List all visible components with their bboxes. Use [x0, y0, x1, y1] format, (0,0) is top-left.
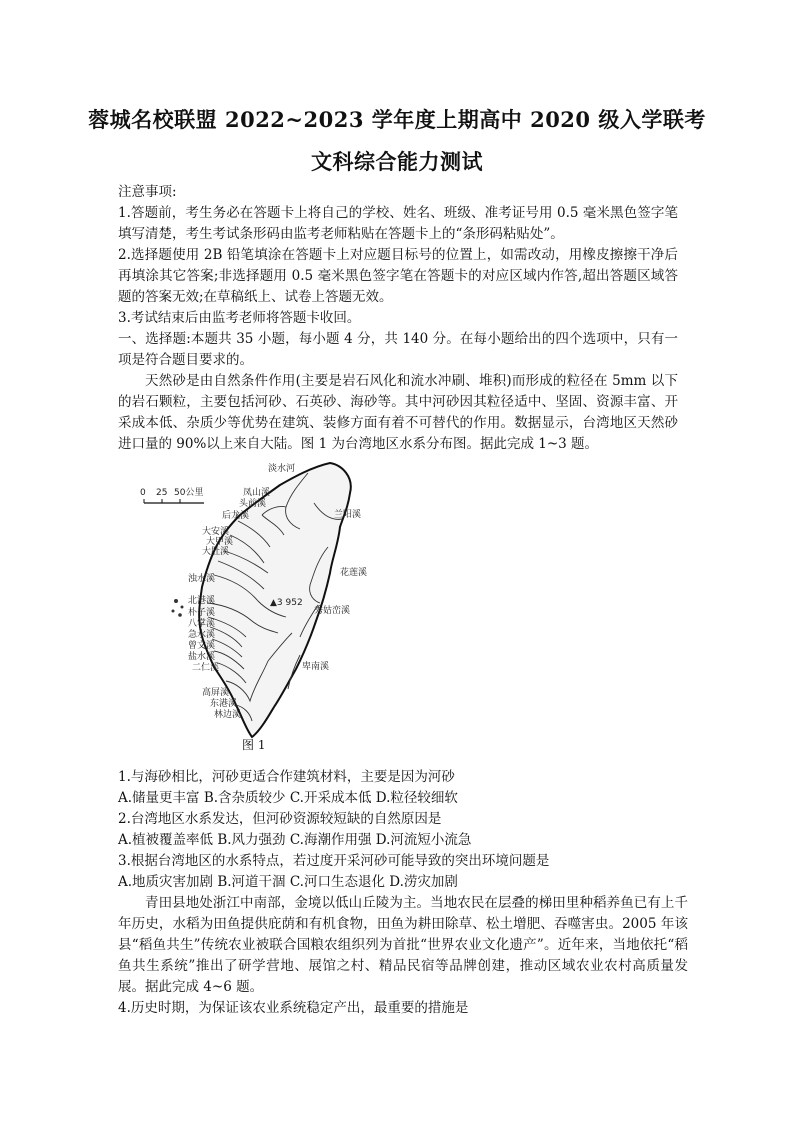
section-heading: 一、选择题:本题共 35 小题，每小题 4 分，共 140 分。在每小题给出的四个选项中，只有一项是符合题目要求的。: [118, 331, 678, 368]
label-xiuguluan: 秀姑峦溪: [314, 606, 351, 616]
peak-elevation: ▲3 952: [270, 598, 303, 608]
figure-caption: 图 1: [242, 738, 266, 752]
label-jishui: 急水溪: [188, 630, 216, 640]
note-item-1: 1.答题前，考生务必在答题卡上将自己的学校、姓名、班级、准考证号用 0.5 毫米黑色签字笔填写清楚，考生考试条形码由监考老师粘贴在答题卡上的“条形码粘贴处”。: [118, 205, 678, 242]
map-drawing: [118, 455, 388, 755]
label-lanyang: 兰阳溪: [334, 510, 362, 520]
exam-subtitle: 文科综合能力测试: [311, 149, 483, 174]
label-houlong: 后龙溪: [222, 511, 250, 521]
note-item-3: 3.考试结束后由监考老师将答题卡收回。: [118, 310, 361, 326]
note-item-2: 2.选择题使用 2B 铅笔填涂在答题卡上对应题目标号的位置上，如需改动，用橡皮擦擦干净后再填涂其它答案;非选择题用 0.5 毫米黑色签字笔在答题卡的对应区域内作答,超出答题区域答题的答案无效;在草稿纸上、试卷上答题无效。: [118, 247, 678, 305]
question-3: 3.根据台湾地区的水系特点，若过度开采河砂可能导致的突出环境问题是: [118, 853, 550, 869]
label-beigang: 北港溪: [188, 596, 216, 606]
label-tamsui: 淡水河: [268, 464, 296, 474]
question-3-options: A.地质灾害加剧 B.河道干涸 C.河口生态退化 D.涝灾加剧: [118, 874, 458, 890]
exam-title: 蓉城名校联盟 2022~2023 学年度上期高中 2020 级入学联考: [88, 107, 706, 132]
scale-label-0: 0: [140, 488, 146, 498]
label-gaoping: 高屏溪: [202, 688, 230, 698]
notes-heading: 注意事项:: [118, 184, 177, 200]
question-1: 1.与海砂相比，河砂更适合作建筑材料，主要是因为河砂: [118, 769, 455, 785]
question-4: 4.历史时期，为保证该农业系统稳定产出，最重要的措施是: [118, 1000, 469, 1016]
instructions-block: [118, 182, 678, 455]
label-erren: 二仁溪: [192, 663, 220, 673]
label-toucian: 头前溪: [239, 499, 267, 509]
question-2-options: A.植被覆盖率低 B.风力强劲 C.海潮作用强 D.河流短小流急: [118, 832, 472, 848]
taiwan-river-map: [118, 455, 388, 755]
scale-bar: [140, 487, 204, 503]
label-yanshui: 盐水溪: [188, 652, 216, 662]
label-linbian: 林边溪: [214, 710, 242, 720]
question-2: 2.台湾地区水系发达，但河砂资源较短缺的自然原因是: [118, 811, 442, 827]
question-1-options: A.储量更丰富 B.含杂质较少 C.开采成本低 D.粒径较细软: [118, 790, 458, 806]
label-puzi: 朴子溪: [188, 608, 216, 618]
label-donggang: 东港溪: [210, 699, 238, 709]
label-zhuoshui: 浊水溪: [188, 574, 216, 584]
passage-rice-fish: 青田县地处浙江中南部，金境以低山丘陵为主。当地农民在层叠的梯田里种稻养鱼已有上千年历史，水稻为田鱼提供庇荫和有机食物，田鱼为耕田除草、松土增肥、吞噬害虫。2005 年该县“稻鱼共生”传统农业被联合国粮农组织列为首批“世界农业文化遗产”。近年来，当地依托“稻鱼共生系统”推出了研学营地、展馆之村、精品民宿等品牌创建，推动区域农业农村高质量发展。据此完成 4~6 题。: [118, 895, 688, 995]
label-bazhang: 八掌溪: [188, 619, 216, 629]
penghu-islands: [172, 599, 184, 617]
label-hualien: 花莲溪: [340, 568, 368, 578]
label-dajia: 大甲溪: [206, 537, 234, 547]
scale-label-50: 50公里: [174, 488, 204, 498]
label-fengshan: 凤山溪: [243, 488, 271, 498]
label-zengwen: 曾文溪: [188, 641, 216, 651]
passage-sand: 天然砂是由自然条件作用(主要是岩石风化和流水冲刷、堆积)而形成的粒径在 5mm 以下的岩石颗粒，主要包括河砂、石英砂、海砂等。其中河砂因其粒径适中、坚固、资源丰富、开采成本低、杂质少等优势在建筑、装修方面有着不可替代的作用。数据显示，台湾地区天然砂进口量的 90%以上来自大陆。图 1 为台湾地区水系分布图。据此完成 1~3 题。: [118, 373, 678, 452]
label-daan: 大安溪: [202, 527, 230, 537]
scale-label-25: 25: [156, 488, 168, 498]
label-dadu: 大肚溪: [202, 547, 230, 557]
label-beinan: 卑南溪: [302, 662, 330, 672]
questions-block: [118, 767, 688, 1019]
